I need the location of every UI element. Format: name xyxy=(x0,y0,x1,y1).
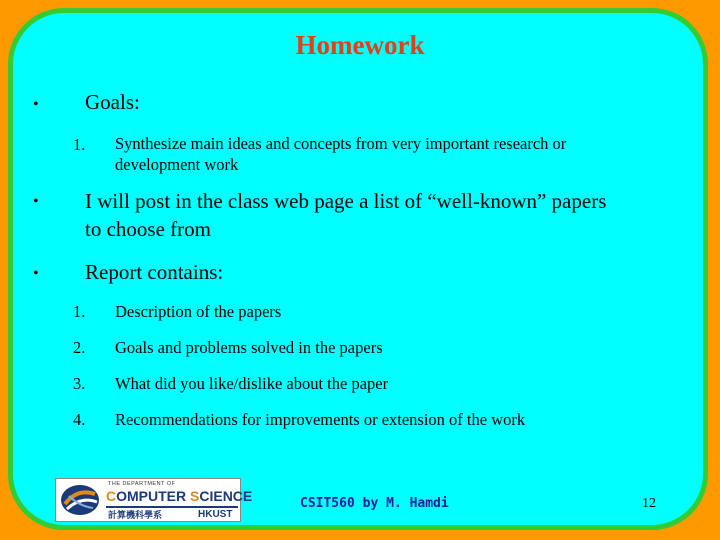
logo-rest-2: CIENCE xyxy=(199,488,253,504)
report-item-number-4: 4. xyxy=(73,410,86,429)
goals-item-number: 1. xyxy=(73,135,86,154)
report-item-4: Recommendations for improvements or extension of the work xyxy=(115,410,526,429)
post-list-line-1: I will post in the class web page a list of “well-known” papers xyxy=(85,189,607,213)
report-item-number-2: 2. xyxy=(73,338,86,357)
logo-rest-1: OMPUTER xyxy=(116,488,191,504)
logo-dept-text: THE DEPARTMENT OF xyxy=(108,481,176,487)
goals-label: Goals: xyxy=(85,90,140,114)
department-logo xyxy=(55,478,253,522)
goals-item-line-2: development work xyxy=(115,155,239,174)
goals-item-line-1: Synthesize main ideas and concepts from very important research or xyxy=(115,134,567,153)
report-item-number-3: 3. xyxy=(73,374,86,393)
logo-main-text xyxy=(106,488,252,504)
logo-hkust-text: HKUST xyxy=(198,509,233,520)
report-item-1: Description of the papers xyxy=(115,302,282,321)
logo-accent-s: S xyxy=(190,488,200,504)
page-number: 12 xyxy=(642,496,656,511)
report-item-3: What did you like/dislike about the paper xyxy=(115,374,389,393)
report-item-number-1: 1. xyxy=(73,302,86,321)
goals-item-text xyxy=(115,133,675,175)
post-list-line-2: to choose from xyxy=(85,217,211,241)
logo-chinese-text: 計算機科學系 xyxy=(108,511,163,521)
footer-text: CSIT560 by M. Hamdi xyxy=(300,496,449,511)
bullet-post-list: • xyxy=(33,193,39,210)
hkust-emblem-icon xyxy=(59,482,101,518)
post-list-text xyxy=(85,187,695,243)
bullet-goals: • xyxy=(33,96,39,113)
report-item-2: Goals and problems solved in the papers xyxy=(115,338,383,357)
report-label: Report contains: xyxy=(85,260,224,284)
logo-accent-c: C xyxy=(106,488,117,504)
page-title: Homework xyxy=(295,30,425,60)
bullet-report: • xyxy=(33,265,39,282)
